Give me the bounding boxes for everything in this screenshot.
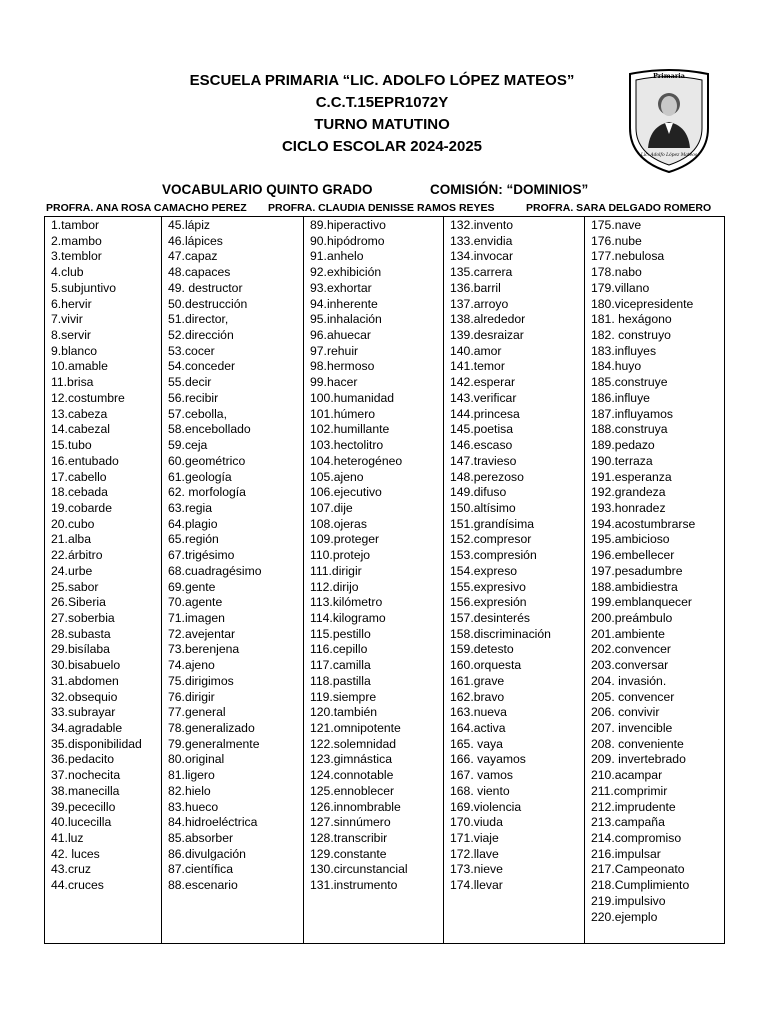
vocabulary-word: 58.encebollado	[168, 422, 251, 437]
vocabulary-word: 189.pedazo	[591, 438, 655, 453]
vocabulary-word: 80.original	[168, 752, 225, 767]
vocabulary-word: 50.destrucción	[168, 296, 248, 311]
vocabulary-word: 51.director,	[168, 312, 229, 327]
vocabulary-word: 205. convencer	[591, 689, 675, 704]
vocabulary-word: 30.bisabuelo	[51, 658, 121, 673]
vocabulary-word: 131.instrumento	[310, 878, 398, 893]
vocabulary-word: 177.nebulosa	[591, 249, 665, 264]
teacher-2: PROFRA. CLAUDIA DENISSE RAMOS REYES	[268, 202, 495, 214]
vocabulary-word: 167. vamos	[450, 768, 514, 783]
vocabulary-column-2	[162, 217, 304, 943]
vocabulary-word: 64.plagio	[168, 516, 218, 531]
school-cct: C.C.T.15EPR1072Y	[315, 94, 449, 111]
vocabulary-word: 86.divulgación	[168, 846, 246, 861]
vocabulary-word: 134.invocar	[450, 249, 514, 264]
vocabulary-word: 148.perezoso	[450, 469, 524, 484]
vocabulary-word: 207. invencible	[591, 721, 673, 735]
school-shift: TURNO MATUTINO	[314, 116, 450, 133]
vocabulary-word: 137.arroyo	[450, 296, 509, 311]
vocabulary-word: 180.vicepresidente	[591, 296, 694, 311]
vocabulary-word: 156.expresión	[450, 595, 527, 610]
vocabulary-word: 11.brisa	[51, 375, 94, 390]
vocabulary-word: 113.kilómetro	[310, 595, 383, 610]
vocabulary-word: 5.subjuntivo	[51, 280, 117, 295]
vocabulary-word: 143.verificar	[450, 390, 517, 405]
vocabulary-word: 112.dirijo	[310, 579, 359, 594]
vocabulary-word: 34.agradable	[51, 721, 123, 735]
vocabulary-word: 202.convencer	[591, 642, 671, 657]
vocabulary-word: 114.kilogramo	[310, 610, 386, 625]
vocabulary-word: 70.agente	[168, 595, 223, 610]
vocabulary-word: 116.cepillo	[310, 642, 368, 657]
vocabulary-word: 211.comprimir	[591, 783, 668, 798]
vocabulary-word: 96.ahuecar	[310, 328, 371, 343]
vocabulary-word: 126.innombrable	[310, 799, 401, 814]
vocabulary-word: 146.escaso	[450, 438, 513, 453]
vocabulary-word: 162.bravo	[450, 689, 505, 704]
vocabulary-word: 168. viento	[450, 783, 510, 798]
vocabulary-word: 174.llevar	[450, 878, 503, 893]
vocabulary-word: 72.avejentar	[168, 626, 236, 641]
vocabulary-word: 8.servir	[51, 328, 91, 343]
vocabulary-word: 61.geología	[168, 469, 232, 484]
school-crest-logo	[626, 68, 712, 174]
commission-title: COMISIÓN: “DOMINIOS”	[430, 182, 589, 197]
vocabulary-word: 90.hipódromo	[310, 233, 385, 248]
vocabulary-word: 81.ligero	[168, 768, 215, 783]
vocabulary-word: 88.escenario	[168, 878, 238, 893]
vocabulary-word: 178.nabo	[591, 265, 642, 280]
vocabulary-word: 75.dirigimos	[168, 673, 234, 688]
vocabulary-word: 2.mambo	[51, 233, 102, 248]
vocabulary-word: 1.tambor	[51, 218, 100, 232]
crest-bottom-text: Lic. Adolfo López Mateos	[640, 153, 698, 158]
vocabulary-word: 209. invertebrado	[591, 752, 686, 767]
crest-top-text: Primaria	[653, 72, 685, 80]
vocabulary-word: 193.honradez	[591, 500, 666, 515]
vocabulary-word: 145.poetisa	[450, 422, 514, 437]
vocabulary-word: 98.hermoso	[310, 359, 375, 374]
vocabulary-word: 217.Campeonato	[591, 862, 685, 877]
vocabulary-word: 73.berenjena	[168, 642, 240, 657]
vocabulary-word: 35.disponibilidad	[51, 736, 142, 751]
vocabulary-word: 204. invasión.	[591, 673, 667, 688]
vocabulary-word: 210.acampar	[591, 768, 663, 783]
vocabulary-column-4	[444, 217, 585, 943]
vocabulary-word: 4.club	[51, 265, 84, 280]
vocabulary-word: 84.hidroeléctrica	[168, 815, 258, 830]
vocabulary-word: 41.luz	[51, 831, 84, 846]
vocabulary-word: 159.detesto	[450, 642, 514, 657]
teacher-3: PROFRA. SARA DELGADO ROMERO	[526, 202, 712, 214]
vocabulary-word: 135.carrera	[450, 265, 513, 280]
teachers-row	[0, 202, 768, 216]
vocabulary-word: 16.entubado	[51, 453, 119, 468]
vocabulary-word: 103.hectolitro	[310, 438, 384, 453]
vocabulary-title: VOCABULARIO QUINTO GRADO	[162, 182, 373, 197]
vocabulary-word: 179.villano	[591, 280, 650, 295]
vocabulary-word: 94.inherente	[310, 296, 378, 311]
vocabulary-word: 78.generalizado	[168, 721, 255, 735]
vocabulary-word: 60.geométrico	[168, 453, 246, 468]
vocabulary-word: 190.terraza	[591, 453, 653, 468]
vocabulary-word: 44.cruces	[51, 878, 104, 893]
vocabulary-word: 155.expresivo	[450, 579, 526, 594]
vocabulary-word: 106.ejecutivo	[310, 485, 382, 500]
vocabulary-word: 74.ajeno	[168, 658, 215, 673]
vocabulary-word: 47.capaz	[168, 249, 218, 264]
vocabulary-word: 199.emblanquecer	[591, 595, 692, 610]
vocabulary-word: 123.gimnástica	[310, 752, 392, 767]
vocabulary-word: 185.construye	[591, 375, 668, 390]
vocabulary-word: 59.ceja	[168, 438, 208, 453]
vocabulary-word: 107.dije	[310, 500, 353, 515]
vocabulary-word: 128.transcribir	[310, 831, 388, 846]
vocabulary-word: 46.lápices	[168, 233, 223, 248]
vocabulary-word: 150.altísimo	[450, 500, 516, 515]
vocabulary-column-5	[585, 217, 724, 943]
vocabulary-word: 76.dirigir	[168, 689, 215, 704]
vocabulary-word: 119.siempre	[310, 689, 377, 704]
vocabulary-word: 33.subrayar	[51, 705, 116, 720]
vocabulary-word: 102.humillante	[310, 422, 390, 437]
vocabulary-word: 184.huyo	[591, 359, 642, 374]
vocabulary-word: 19.cobarde	[51, 500, 112, 515]
vocabulary-word: 101.húmero	[310, 406, 376, 421]
vocabulary-word: 100.humanidad	[310, 390, 395, 405]
vocabulary-word: 118.pastilla	[310, 673, 371, 688]
vocabulary-word: 213.campaña	[591, 815, 665, 830]
vocabulary-word: 153.compresión	[450, 548, 537, 563]
vocabulary-word: 122.solemnidad	[310, 736, 397, 751]
vocabulary-word: 176.nube	[591, 233, 642, 248]
vocabulary-word: 67.trigésimo	[168, 548, 235, 563]
vocabulary-word: 152.compresor	[450, 532, 532, 547]
vocabulary-word: 142.esperar	[450, 375, 516, 390]
vocabulary-word: 173.nieve	[450, 862, 503, 877]
vocabulary-word: 87.científica	[168, 862, 234, 877]
vocabulary-word: 219.impulsivo	[591, 893, 666, 908]
school-year: CICLO ESCOLAR 2024-2025	[281, 138, 483, 155]
vocabulary-word: 175.nave	[591, 218, 642, 232]
vocabulary-word: 31.abdomen	[51, 673, 119, 688]
vocabulary-word: 40.lucecilla	[51, 815, 112, 830]
vocabulary-word: 130.circunstancial	[310, 862, 408, 877]
vocabulary-word: 55.decir	[168, 375, 212, 390]
vocabulary-word: 149.difuso	[450, 485, 507, 500]
vocabulary-word: 83.hueco	[168, 799, 219, 814]
vocabulary-word: 218.Cumplimiento	[591, 878, 690, 893]
vocabulary-word: 15.tubo	[51, 438, 92, 453]
vocabulary-word: 154.expreso	[450, 563, 518, 578]
vocabulary-word: 69.gente	[168, 579, 216, 594]
vocabulary-word: 6.hervir	[51, 296, 92, 311]
vocabulary-word: 110.protejo	[310, 548, 371, 563]
vocabulary-word: 27.soberbia	[51, 610, 115, 625]
vocabulary-word: 25.sabor	[51, 579, 99, 594]
vocabulary-word: 111.dirigir	[310, 563, 362, 578]
vocabulary-word: 138.alrededor	[450, 312, 526, 327]
vocabulary-word: 20.cubo	[51, 516, 95, 531]
vocabulary-word: 187.influyamos	[591, 406, 673, 421]
vocabulary-word: 208. conveniente	[591, 736, 684, 751]
vocabulary-word: 170.viuda	[450, 815, 503, 830]
vocabulary-word: 48.capaces	[168, 265, 231, 280]
vocabulary-word: 117.camilla	[310, 658, 371, 673]
vocabulary-word: 97.rehuir	[310, 343, 359, 358]
vocabulary-word: 200.preámbulo	[591, 610, 673, 625]
vocabulary-word: 165. vaya	[450, 736, 503, 751]
vocabulary-word: 132.invento	[450, 218, 514, 232]
vocabulary-word: 71.imagen	[168, 610, 225, 625]
vocabulary-word: 181. hexágono	[591, 312, 672, 327]
vocabulary-word: 108.ojeras	[310, 516, 367, 531]
vocabulary-word: 57.cebolla,	[168, 406, 227, 421]
vocabulary-word: 95.inhalación	[310, 312, 382, 327]
vocabulary-word: 17.cabello	[51, 469, 107, 484]
vocabulary-word: 171.viaje	[450, 831, 499, 846]
vocabulary-word: 220.ejemplo	[591, 909, 658, 924]
vocabulary-word: 160.orquesta	[450, 658, 522, 673]
vocabulary-word: 191.esperanza	[591, 469, 672, 484]
vocabulary-word: 140.amor	[450, 343, 502, 358]
vocabulary-word: 54.conceder	[168, 359, 236, 374]
vocabulary-word: 188.construya	[591, 422, 668, 437]
vocabulary-word: 43.cruz	[51, 862, 91, 877]
vocabulary-word: 158.discriminación	[450, 626, 551, 641]
vocabulary-word: 163.nueva	[450, 705, 507, 720]
vocabulary-word: 77.general	[168, 705, 226, 720]
vocabulary-word: 124.connotable	[310, 768, 394, 783]
vocabulary-word: 91.anhelo	[310, 249, 364, 264]
vocabulary-word: 194.acostumbrarse	[591, 516, 696, 531]
vocabulary-word: 192.grandeza	[591, 485, 666, 500]
vocabulary-word: 144.princesa	[450, 406, 520, 421]
vocabulary-word: 18.cebada	[51, 485, 108, 500]
vocabulary-table	[44, 216, 725, 944]
vocabulary-word: 166. vayamos	[450, 752, 526, 767]
vocabulary-word: 26.Siberia	[51, 595, 106, 610]
vocabulary-word: 172.llave	[450, 846, 499, 861]
vocabulary-word: 92.exhibición	[310, 265, 382, 280]
vocabulary-word: 52.dirección	[168, 328, 234, 343]
vocabulary-word: 212.imprudente	[591, 799, 676, 814]
vocabulary-word: 39.pececillo	[51, 799, 116, 814]
vocabulary-word: 203.conversar	[591, 658, 669, 673]
vocabulary-word: 216.impulsar	[591, 846, 661, 861]
vocabulary-word: 121.omnipotente	[310, 721, 401, 735]
vocabulary-word: 136.barril	[450, 280, 501, 295]
vocabulary-word: 125.ennoblecer	[310, 783, 395, 798]
vocabulary-word: 14.cabezal	[51, 422, 110, 437]
vocabulary-word: 182. construyo	[591, 328, 671, 343]
vocabulary-word: 32.obsequio	[51, 689, 118, 704]
vocabulary-word: 68.cuadragésimo	[168, 563, 262, 578]
vocabulary-word: 79.generalmente	[168, 736, 260, 751]
vocabulary-word: 129.constante	[310, 846, 387, 861]
vocabulary-word: 21.alba	[51, 532, 91, 547]
vocabulary-word: 186.influye	[591, 390, 650, 405]
vocabulary-word: 169.violencia	[450, 799, 522, 814]
vocabulary-word: 196.embellecer	[591, 548, 675, 563]
vocabulary-word: 197.pesadumbre	[591, 563, 683, 578]
vocabulary-word: 105.ajeno	[310, 469, 364, 484]
vocabulary-word: 36.pedacito	[51, 752, 115, 767]
vocabulary-word: 99.hacer	[310, 375, 358, 390]
vocabulary-word: 63.regia	[168, 500, 213, 515]
vocabulary-word: 85.absorber	[168, 831, 234, 846]
vocabulary-word: 195.ambicioso	[591, 532, 670, 547]
vocabulary-word: 188.ambidiestra	[591, 579, 678, 594]
vocabulary-word: 49. destructor	[168, 280, 243, 295]
vocabulary-word: 183.influyes	[591, 343, 657, 358]
vocabulary-word: 120.también	[310, 705, 378, 720]
vocabulary-word: 201.ambiente	[591, 626, 665, 641]
vocabulary-word: 151.grandísima	[450, 516, 535, 531]
vocabulary-word: 206. convivir	[591, 705, 660, 720]
vocabulary-word: 29.bisílaba	[51, 642, 110, 657]
vocabulary-word: 38.manecilla	[51, 783, 120, 798]
vocabulary-word: 37.nochecita	[51, 768, 121, 783]
vocabulary-word: 93.exhortar	[310, 280, 372, 295]
vocabulary-word: 104.heterogéneo	[310, 453, 403, 468]
vocabulary-word: 62. morfología	[168, 485, 246, 500]
vocabulary-word: 127.sinnúmero	[310, 815, 391, 830]
vocabulary-word: 161.grave	[450, 673, 505, 688]
vocabulary-word: 10.amable	[51, 359, 108, 374]
vocabulary-word: 28.subasta	[51, 626, 111, 641]
school-name: ESCUELA PRIMARIA “LIC. ADOLFO LÓPEZ MATEOS”	[189, 72, 575, 89]
vocabulary-word: 53.cocer	[168, 343, 215, 358]
vocabulary-word: 24.urbe	[51, 563, 93, 578]
vocabulary-word: 7.vivir	[51, 312, 83, 327]
vocabulary-word: 13.cabeza	[51, 406, 108, 421]
vocabulary-column-1	[45, 217, 162, 943]
vocabulary-word: 115.pestillo	[310, 626, 371, 641]
vocabulary-word: 133.envidia	[450, 233, 513, 248]
vocabulary-word: 109.proteger	[310, 532, 380, 547]
vocabulary-word: 141.temor	[450, 359, 505, 374]
vocabulary-word: 82.hielo	[168, 783, 211, 798]
vocabulary-word: 12.costumbre	[51, 390, 125, 405]
vocabulary-word: 139.desraizar	[450, 328, 524, 343]
teacher-1: PROFRA. ANA ROSA CAMACHO PEREZ	[46, 202, 247, 214]
vocabulary-word: 3.temblor	[51, 249, 102, 264]
vocabulary-word: 56.recibir	[168, 390, 219, 405]
vocabulary-word: 22.árbitro	[51, 548, 103, 563]
vocabulary-word: 65.región	[168, 532, 219, 547]
vocabulary-word: 164.activa	[450, 721, 506, 735]
vocabulary-word: 89.hiperactivo	[310, 218, 386, 232]
vocabulary-word: 42. luces	[51, 846, 100, 861]
vocabulary-word: 147.travieso	[450, 453, 517, 468]
vocabulary-word: 45.lápiz	[168, 218, 211, 232]
vocabulary-word: 9.blanco	[51, 343, 98, 358]
vocabulary-word: 214.compromiso	[591, 831, 682, 846]
vocabulary-word: 157.desinterés	[450, 610, 530, 625]
vocabulary-column-3	[304, 217, 444, 943]
